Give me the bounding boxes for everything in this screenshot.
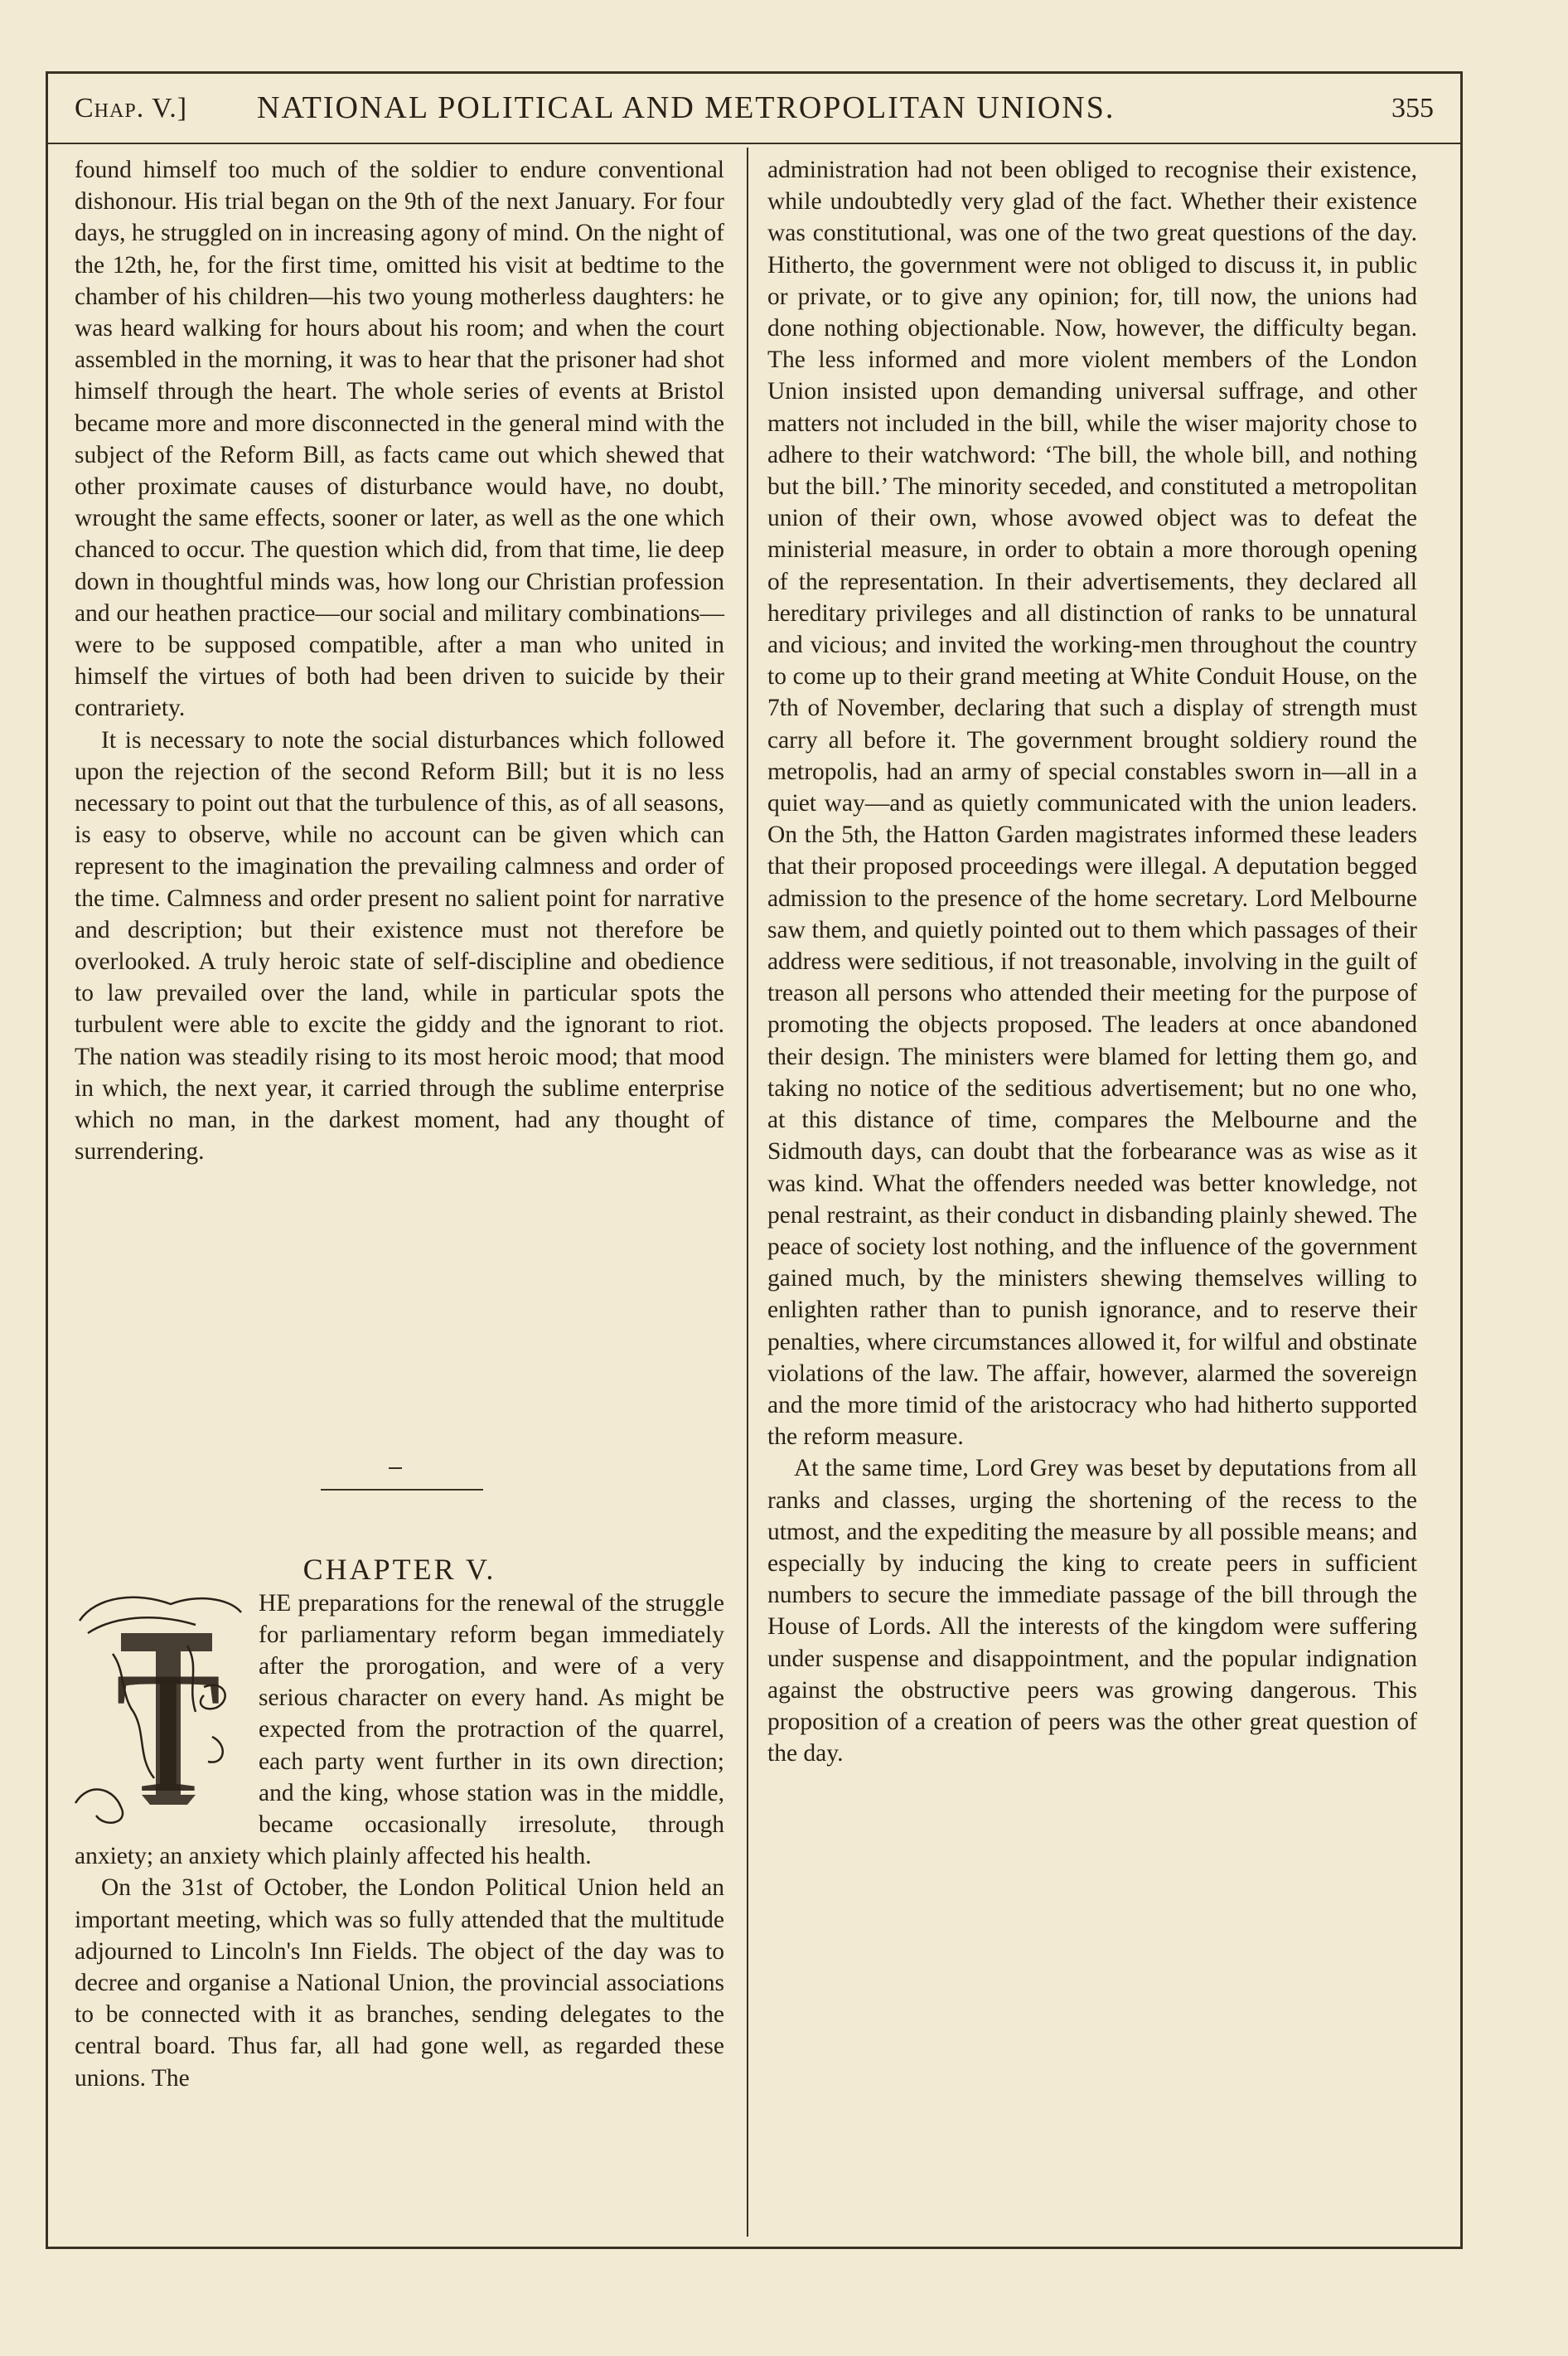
section-separator-rule	[321, 1489, 483, 1491]
bottom-border-rule	[46, 2247, 1463, 2249]
left-paragraph-1: found himself too much of the soldier to endure conventional dishonour. His trial began on the 9th of the next January. For four days, he struggled on in increasing agony of mind. On the night of the 12th, he, for the first time, omitted his visit at bedtime to the chamber of his children—his two young motherless daughters: he was heard walking for hours about his room; and when the court assembled in the morning, it was to hear that the prisoner had shot himself through the heart. The whole series of events at Bristol became more and more disconnected in the general mind with the subject of the Reform Bill, as facts came out which shewed that other proximate causes of disturbance would have, no doubt, wrought the same effects, sooner or later, as well as the one which chanced to occur. The question which did, from that time, lie deep down in thoughtful minds was, how long our Christian profession and our heathen practice—our social and military combinations—were to be supposed compatible, after a man who united in himself the virtues of both had been driven to suicide by their contrariety.	[75, 157, 724, 722]
header-rule	[46, 143, 1463, 144]
right-border-rule	[1460, 71, 1463, 2248]
top-border-rule	[46, 71, 1463, 74]
left-border-rule	[46, 71, 48, 2248]
right-paragraph-1: administration had not been obliged to recognise their existence, while undoubtedly very glad of the fact. Whether their existence was constitutional, was one of the two great questions of the day. Hitherto, the government were not obliged to discuss it, in public or private, or to give any opinion; for, till now, the unions had done nothing objectionable. Now, however, the difficulty began. The less informed and more violent members of the London Union insisted upon demanding universal suffrage, and other matters not included in the bill, while the wiser majority chose to adhere to their watchword: ‘The bill, the whole bill, and nothing but the bill.’ The minority seceded, and constituted a metropolitan union of their own, whose avowed object was to defeat the ministerial measure, in order to obtain a more thorough opening of the representation. In their advertisements, they declared all hereditary privileges and all distinction of ranks to be unnatural and vicious; and invited the working-men throughout the country to come up to their grand meeting at White Conduit House, on the 7th of November, declaring that such a display of strength must carry all before it. The government brought soldiery round the metropolis, had an army of special constables sworn in—all in a quiet way—and as quietly communicated with the union leaders. On the 5th, the Hatton Garden magistrates informed these leaders that their proposed proceedings were illegal. A deputation begged admission to the presence of the home secretary. Lord Melbourne saw them, and quietly pointed out to them which passages of their address were seditious, if not treasonable, involving in the guilt of treason all persons who attended their meeting for the purpose of promoting the objects proposed. The leaders at once abandoned their design. The ministers were blamed for letting them go, and taking no notice of the seditious advertisement; but no one who, at this distance of time, compares the Melbourne and the Sidmouth days, can doubt that the forbearance was as wise as it was kind. What the offenders needed was better knowledge, not penal restraint, as their conduct in disbanding plainly shewed. The peace of society lost nothing, and the influence of the government gained much, by the ministers shewing themselves willing to enlighten rather than to punish ignorance, and to reserve their penalties, where circumstances allowed it, for wilful and obstinate violations of the law. The affair, however, alarmed the sovereign and the more timid of the aristocracy who had hitherto supported the reform measure.	[767, 157, 1417, 1451]
header-chapter: Chap. V.]	[75, 93, 188, 124]
column-divider	[747, 148, 748, 2237]
chapter-first-paragraph: HE preparations for the renewal of the struggle for parliamentary reform began immediately after the prorogation, and were of a very serious character on every hand. As might be expected from the protraction of the quarrel, each party went further in its own direction; and the king, whose station was in the middle, became occasionally irresolute, through anxiety; an anxiety which plainly affected his health.	[75, 1589, 724, 1870]
chapter-spacer	[75, 1168, 724, 1588]
running-header	[66, 86, 1442, 136]
left-paragraph-2: It is necessary to note the social disturbances which followed upon the rejection of the second Reform Bill; but it is no less necessary to point out that the turbulence of this, as of all seasons, is easy to observe, while no account can be given which can represent to the imagination the prevailing calmness and order of the time. Calmness and order present no salient point for narrative and description; but their existence must not therefore be overlooked. A truly heroic state of self-discipline and obedience to law prevailed over the land, while in particular spots the turbulent were able to excite the giddy and the ignorant to riot. The nation was steadily rising to its most heroic mood; that mood in which, the next year, it carried through the sublime enterprise which no man, in the darkest moment, had any thought of surrendering.	[75, 726, 724, 1166]
section-ornament-dash	[389, 1467, 402, 1469]
page-number: 355	[1391, 93, 1434, 124]
right-column	[767, 154, 1417, 1769]
left-column	[75, 154, 724, 2094]
chapter-opening	[75, 1588, 724, 1873]
left-paragraph-4: On the 31st of October, the London Political Union held an important meeting, which was so fully attended that the multitude adjourned to Lincoln's Inn Fields. The object of the day was to decree and organise a National Union, the provincial associations to be connected with it as branches, sending delegates to the central board. Thus far, all had gone well, as regarded these unions. The	[75, 1874, 724, 2092]
drop-cap-letter: T	[114, 1636, 222, 1828]
right-paragraph-2: At the same time, Lord Grey was beset by deputations from all ranks and classes, urging the shortening of the recess to the utmost, and the expediting the measure by all possible means; and especially by inducing the king to create peers in sufficient numbers to secure the immediate passage of the bill through the House of Lords. All the interests of the kingdom were suffering under suspense and disappointment, and the popular indignation against the obstructive peers was growing dangerous. This proposition of a creation of peers was the other great question of the day.	[767, 1455, 1417, 1767]
drop-cap-ornament-icon	[63, 1588, 254, 1828]
chapter-heading: CHAPTER V.	[302, 1553, 496, 1586]
header-title: NATIONAL POLITICAL AND METROPOLITAN UNIONS.	[257, 90, 1116, 125]
